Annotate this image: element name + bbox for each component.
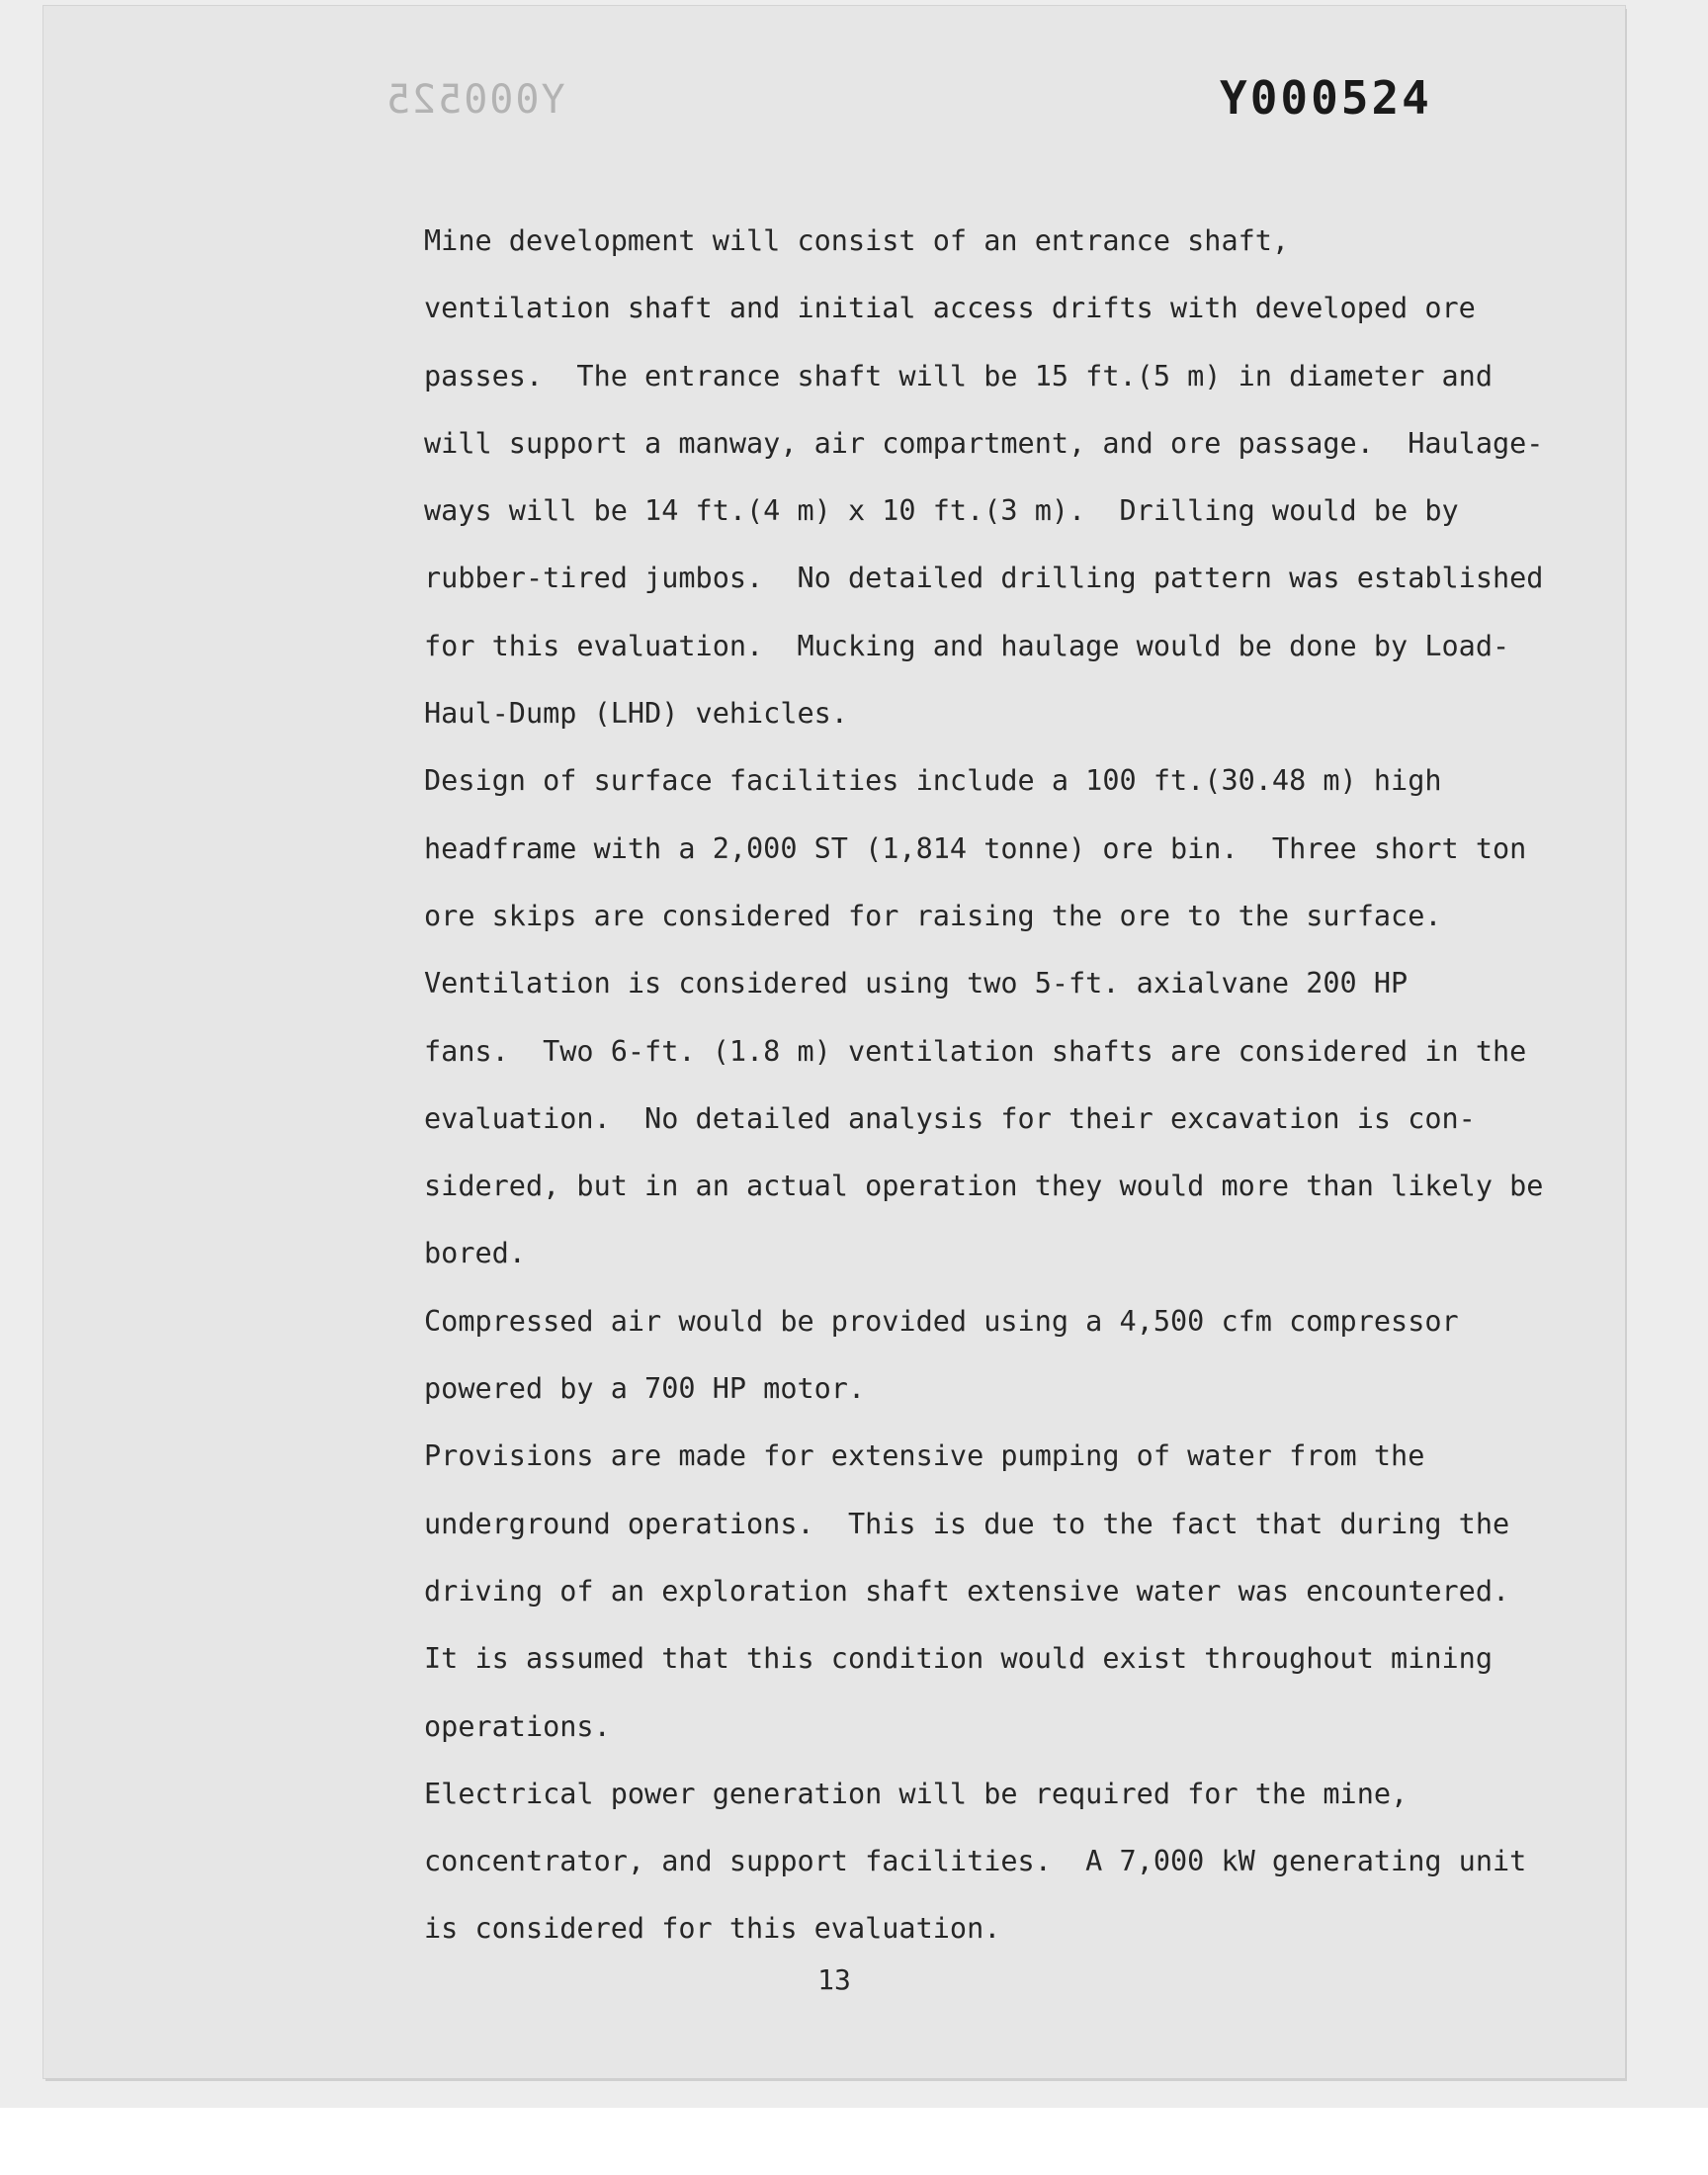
document-number: Y000524: [1220, 71, 1432, 125]
text-line: operations.: [424, 1709, 611, 1743]
text-line: is considered for this evaluation.: [424, 1912, 1001, 1946]
paragraph: [340, 747, 1526, 950]
page-number: 13: [817, 1963, 851, 1996]
text-line: sidered, but in an actual operation they would more than likely be: [424, 1170, 1544, 1203]
text-line: ventilation shaft and initial access drifts with developed ore: [424, 292, 1476, 325]
paragraph: [340, 1761, 1526, 1963]
document-page: [43, 6, 1625, 2078]
text-line: Electrical power generation will be required for the mine,: [424, 1777, 1409, 1810]
text-line: It is assumed that this condition would exist throughout mining: [424, 1642, 1493, 1676]
text-line: rubber-tired jumbos. No detailed drilling pattern was established: [424, 562, 1544, 595]
text-line: Haul-Dump (LHD) vehicles.: [424, 697, 848, 731]
text-line: fans. Two 6-ft. (1.8 m) ventilation shafts are considered in the: [424, 1034, 1527, 1068]
text-line: bored.: [424, 1237, 526, 1270]
text-line: Design of surface facilities include a 100 ft.(30.48 m) high: [424, 764, 1442, 798]
text-line: headframe with a 2,000 ST (1,814 tonne) ore bin. Three short ton: [424, 831, 1527, 865]
paragraph: [340, 950, 1544, 1287]
text-line: will support a manway, air compartment, and ore passage. Haulage-: [424, 426, 1544, 460]
text-line: Ventilation is considered using two 5-ft. axialvane 200 HP: [424, 967, 1409, 1000]
scanner-margin: [0, 2108, 1708, 2175]
paragraph: [340, 1288, 1526, 1424]
text-line: ore skips are considered for raising the ore to the surface.: [424, 899, 1442, 932]
paragraph: [340, 1423, 1526, 1760]
text-line: for this evaluation. Mucking and haulage would be done by Load-: [424, 629, 1510, 662]
text-line: concentrator, and support facilities. A 7,000 kW generating unit: [424, 1845, 1527, 1878]
text-line: Compressed air would be provided using a 4,500 cfm compressor: [424, 1304, 1459, 1338]
text-line: powered by a 700 HP motor.: [424, 1372, 866, 1406]
text-line: driving of an exploration shaft extensive water was encountered.: [424, 1574, 1510, 1608]
text-line: Mine development will consist of an entrance shaft,: [424, 224, 1290, 257]
paragraph: [340, 208, 1544, 747]
text-line: passes. The entrance shaft will be 15 ft.(5 m) in diameter and: [424, 359, 1493, 392]
text-line: ways will be 14 ft.(4 m) x 10 ft.(3 m). Drilling would be by: [424, 494, 1459, 528]
bleed-through-number: Y000525: [384, 77, 565, 123]
text-line: underground operations. This is due to the fact that during the: [424, 1507, 1510, 1540]
text-line: evaluation. No detailed analysis for their excavation is con-: [424, 1101, 1476, 1135]
text-line: Provisions are made for extensive pumping of water from the: [424, 1439, 1425, 1473]
body-text: [340, 208, 1544, 1963]
